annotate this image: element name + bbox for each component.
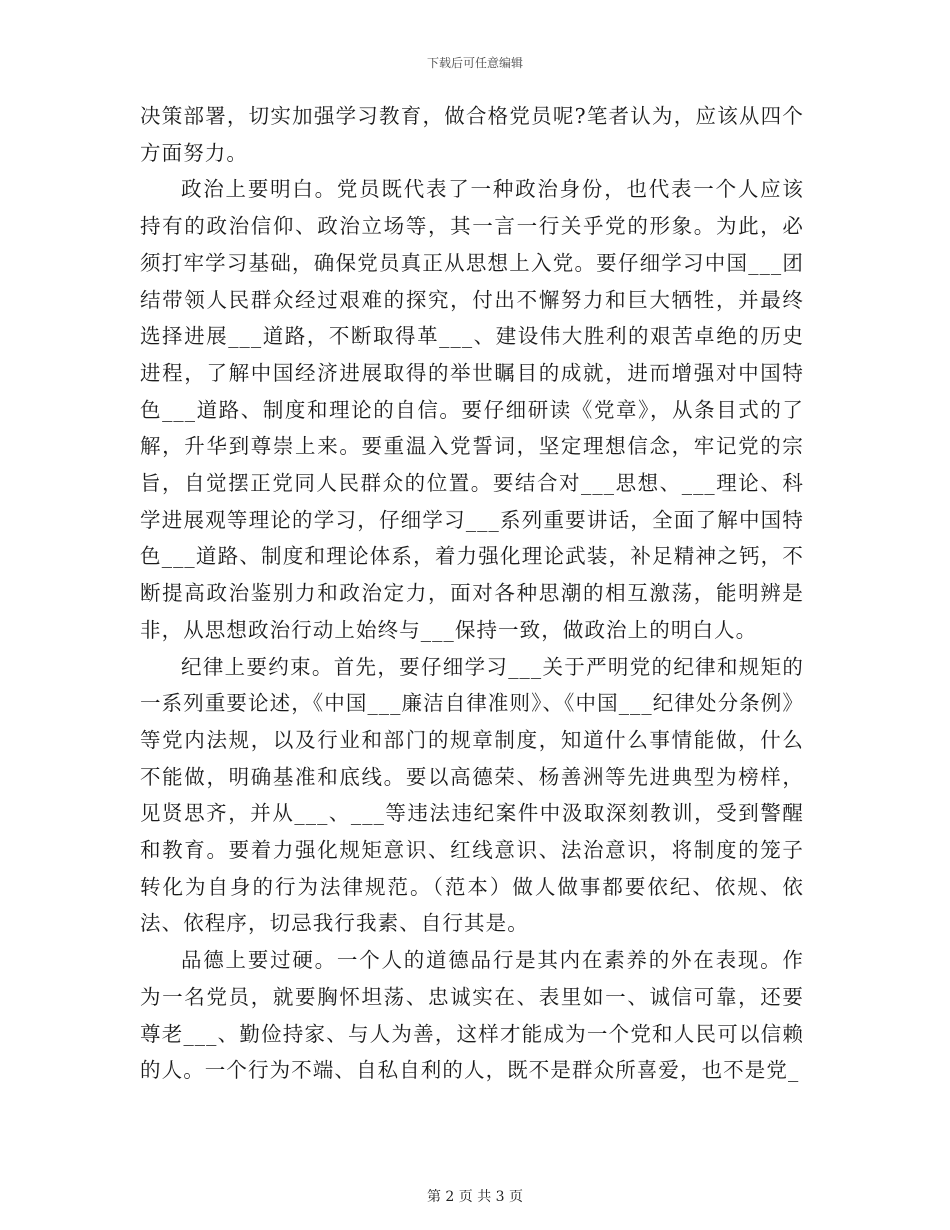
paragraph-discipline: 纪律上要约束。首先，要仔细学习___关于严明党的纪律和规矩的一系列重要论述，《中国___廉洁自律准则》、《中国___纪律处分条例》等党内法规，以及行业和部门的规章制度，知道什么事情能做，什么不能做，明确基准和底线。要以高德荣、杨善洲等先进典型为榜样，见贤思齐，并从___、___等违法违纪案件中汲取深刻教训，受到警醒和教育。要着力强化规矩意识、红线意识、法治意识，将制度的笼子转化为自身的行为法律规范。（范本）做人做事都要依纪、依规、依法、依程序，切忌我行我素、自行其是。 — [140, 654, 804, 936]
page-footer: 第 2 页 共 3 页 — [426, 1189, 524, 1205]
paragraph-politics: 政治上要明白。党员既代表了一种政治身份，也代表一个人应该持有的政治信仰、政治立场等，其一言一行关乎党的形象。为此，必须打牢学习基础，确保党员真正从思想上入党。要仔细学习中国___团结带领人民群众经过艰难的探究，付出不懈努力和巨大牺牲，并最终选择进展___道路，不断取得革___、建设伟大胜利的艰苦卓绝的历史进程，了解中国经济进展取得的举世瞩目的成就，进而增强对中国特色___道路、制度和理论的自信。要仔细研读《党章》，从条目式的了解，升华到尊崇上来。要重温入党誓词，坚定理想信念，牢记党的宗旨，自觉摆正党同人民群众的位置。要结合对___思想、___理论、科学进展观等理论的学习，仔细学习___系列重要讲话，全面了解中国特色___道路、制度和理论体系，着力强化理论武装，补足精神之钙，不断提高政治鉴别力和政治定力，面对各种思潮的相互激荡，能明辨是非，从思想政治行动上始终与___保持一致，做政治上的明白人。 — [140, 177, 804, 642]
paragraph-continuation: 决策部署，切实加强学习教育，做合格党员呢?笔者认为，应该从四个方面努力。 — [140, 104, 804, 165]
document-body — [140, 98, 804, 1089]
paragraph-morality: 品德上要过硬。一个人的道德品行是其内在素养的外在表现。作为一名党员，就要胸怀坦荡、忠诚实在、表里如一、诚信可靠，还要尊老___、勤俭持家、与人为善，这样才能成为一个党和人民可以信赖的人。一个行为不端、自私自利的人，既不是群众所喜爱，也不是党_ — [140, 948, 804, 1083]
page-header: 下载后可任意编辑 — [426, 56, 523, 70]
